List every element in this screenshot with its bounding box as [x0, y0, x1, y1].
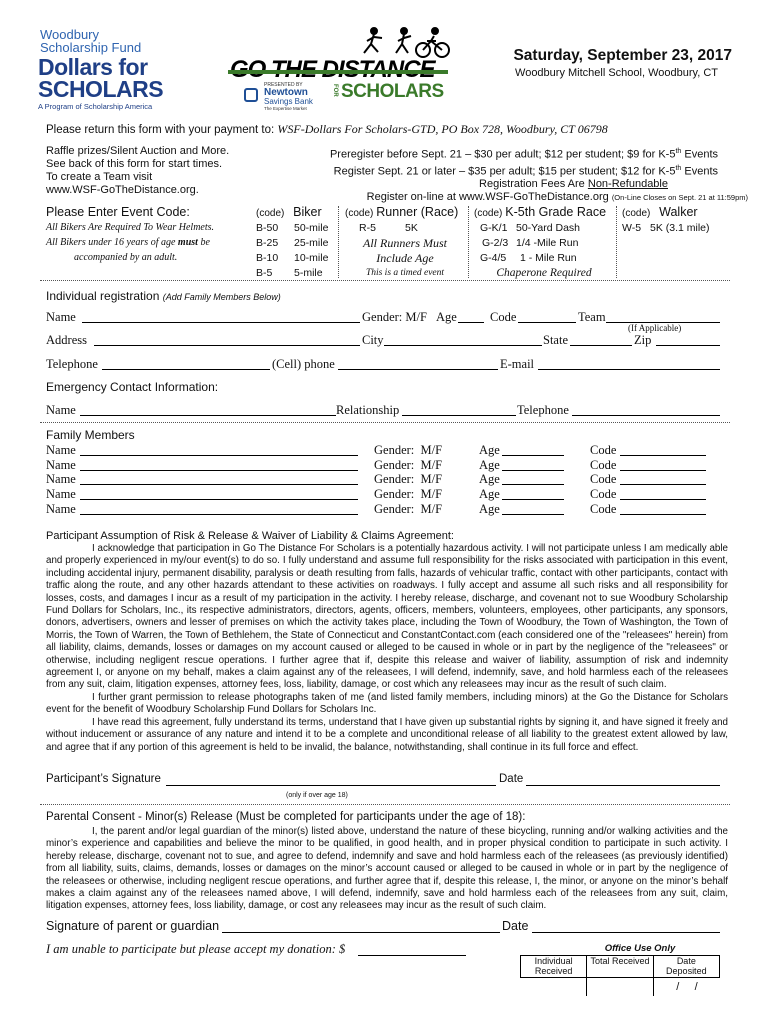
runner-title: Runner (Race) [376, 205, 459, 219]
family-gender-label: Gender: M/F [374, 443, 443, 457]
runner-column: (code) Runner (Race) R-5 5K All Runners Must Include Age This is a timed event [345, 205, 465, 281]
team-note: (If Applicable) [628, 323, 682, 333]
office-use-box [520, 943, 720, 991]
org-name-line1: Woodbury [40, 27, 100, 42]
k5-row: G-K/1 50-Yard Dash [480, 222, 581, 234]
for-label: FOR [332, 84, 338, 97]
donation-label: I am unable to participate but please accept my donation: $ [46, 942, 346, 956]
email-label: E-mail [500, 357, 535, 371]
biker-row: B-25 25-mile [256, 237, 329, 249]
telephone-field[interactable] [102, 369, 270, 370]
family-heading: Family Members [46, 428, 135, 442]
biker-notes: All Bikers Are Required To Wear Helmets. All Bikers under 16 years of age must be accompanied by an adult. [46, 222, 215, 263]
event-code-heading: Please Enter Event Code: [46, 205, 190, 219]
sponsor-name-1: Newtown [264, 87, 308, 98]
walker-title: Walker [659, 205, 698, 219]
pricing-late: Register Sept. 21 or later – $35 per adult; $15 per student; $12 for K-5th Events [333, 164, 718, 178]
family-age-field[interactable] [502, 455, 564, 456]
dfs-line2: SCHOLARS [38, 76, 164, 102]
biker-title: Biker [293, 205, 322, 219]
address-label: Address [46, 333, 87, 347]
org-logo [38, 27, 198, 111]
pricing-fees: Registration Fees Are Non-Refundable [479, 178, 668, 191]
return-address: WSF-Dollars For Scholars-GTD, PO Box 728, Woodbury, CT 06798 [277, 122, 608, 136]
family-gender-label: Gender: M/F [374, 457, 443, 472]
event-location: Woodbury Mitchell School, Woodbury, CT [515, 67, 718, 79]
gender-label: Gender: M/F [362, 310, 427, 324]
office-use-title: Office Use Only [604, 943, 676, 954]
left-info [46, 145, 229, 197]
family-code-label: Code [590, 501, 617, 516]
sponsor-logo-icon [244, 88, 258, 102]
family-code-field[interactable] [620, 455, 706, 456]
emergency-telephone-label: Telephone [517, 403, 569, 417]
k5-column: (code) K-5th Grade Race G-K/1 50-Yard Dash G-2/3 1/4 -Mile Run G-4/5 1 - Mile Run Chaperone Required [474, 205, 614, 281]
donation-field[interactable] [358, 955, 466, 956]
info-line: See back of this form for start times. [46, 158, 223, 170]
org-tagline: A Program of Scholarship America [38, 102, 153, 111]
individual-received-value[interactable] [520, 978, 587, 996]
guardian-date-field[interactable] [532, 932, 720, 933]
divider [40, 280, 730, 281]
k5-title: K-5th Grade Race [505, 205, 607, 219]
family-age-label: Age [479, 501, 500, 516]
waiver-p1: I acknowledge that participation in Go The Distance For Scholars is a potentially hazardous activity. I will not participate unless I am medically able and properly experienced in my/our event(s) to do so. I fully understand and assume full responsibility for the risks associated with participation in this event, including accidental injury, permanent disability, paralysis or death resulting from falls, hazards of vehicular traffic, contact with other participants, contact with traffic along the route, and any other hazards attendant to these activities on roadways. I fully accept and assume all such risks and all responsibility for losses, costs, and damages I incur as a result of my participation in the activity. I hereby release, discharge, and covenant not to sue Woodbury Scholarship Fund Dollars for Scholars, Inc., its respective administrators, directors, agents, officers, members, volunteers, employees, other participants, any sponsors, donors, advertisers, owners and lesser of premises on which the activity takes place, including the Town of Woodbury, the Town of Washington, the Town of Morris, the Town of Warren, the Town of Bethlehem, the State of Connecticut and ConstantContact.com (each considered one of the "releasees" herein) from all liability, claims, demands, losses or damages on my account caused or alleged to be caused in whole or in part by the negligence of the "releasees" or otherwise, including negligent rescue operations. I further agree that if, despite this release and waiver of liability, assumption of risk and indemnity agreement I, or anyone on my behalf, makes a claim against any of the releasees, I will defend, indemnify, save, and hold harmless each of the releasees from any suit, claim, litigation expenses, attorney fees, loss, liability, damage, or cost which any releasees may incur as the result of such claim. [46, 543, 728, 691]
guardian-date-label: Date [502, 919, 529, 933]
family-code-label: Code [590, 457, 617, 472]
family-name-field[interactable] [80, 499, 358, 500]
family-code-field[interactable] [620, 484, 706, 485]
k5-row: G-4/5 1 - Mile Run [480, 252, 577, 264]
return-line [46, 122, 608, 137]
presented-by: PRESENTED BY [264, 82, 303, 88]
k5-divider [616, 206, 617, 278]
signature-note: (only if over age 18) [286, 792, 348, 799]
guardian-signature-field[interactable] [222, 932, 500, 933]
info-line: www.WSF-GoTheDistance.org. [46, 184, 199, 196]
divider [40, 422, 730, 423]
event-logo [228, 26, 450, 110]
biker-row: B-50 50-mile [256, 222, 329, 234]
k5-row: G-2/3 1/4 -Mile Run [482, 237, 579, 249]
family-code-field[interactable] [620, 499, 706, 500]
family-name-label: Name [46, 501, 76, 516]
biker-column: (code) Biker B-50 50-mile B-25 25-mile B-10 10-mile B-5 5-mile [256, 205, 329, 279]
family-name-field[interactable] [80, 455, 358, 456]
date-deposited-cell: Date Deposited [666, 956, 707, 976]
family-gender-label: Gender: M/F [374, 501, 443, 516]
individual-received-cell: Individual Received [521, 956, 587, 977]
runner-divider [468, 206, 469, 278]
waiver-p3: I have read this agreement, fully understand its terms, understand that I have given up substantial rights by signing it, and have signed it freely and without inducement or assurance of any nature and intend it to be a complete and unconditional release of all liability to the greatest extent allowed by law, and agree that if any portion of this agreement is held to be invalid, the balance, notwithstanding, shall continue in its full force and effect. [46, 716, 728, 753]
family-code-label: Code [590, 443, 617, 457]
total-received-value[interactable] [587, 978, 654, 996]
code-field[interactable] [518, 322, 576, 323]
emergency-heading: Emergency Contact Information: [46, 380, 219, 394]
participant-date-field[interactable] [526, 785, 720, 786]
age-label: Age [436, 310, 457, 324]
divider [40, 804, 730, 805]
cell-field[interactable] [338, 369, 498, 370]
family-age-label: Age [479, 472, 500, 487]
email-field[interactable] [538, 369, 720, 370]
family-code-field[interactable] [620, 514, 706, 515]
info-line: To create a Team visit [46, 171, 153, 183]
sponsor-name-3: The Expertise Market [264, 106, 307, 111]
event-date: Saturday, September 23, 2017 [513, 47, 732, 64]
family-age-label: Age [479, 487, 500, 502]
team-label: Team [578, 310, 606, 324]
emergency-name-field[interactable] [80, 415, 336, 416]
family-code-field[interactable] [620, 470, 706, 471]
family-age-field[interactable] [502, 514, 564, 515]
name-label: Name [46, 310, 76, 324]
family-name-label: Name [46, 443, 76, 457]
family-name-field[interactable] [80, 470, 358, 471]
emergency-name-label: Name [46, 403, 76, 417]
sponsor-name-2: Savings Bank [264, 97, 313, 106]
walker-column: (code) Walker W-5 5K (3.1 mile) [622, 205, 710, 234]
athletes-icon [228, 26, 450, 60]
telephone-label: Telephone [46, 357, 98, 371]
biker-row: B-10 10-mile [256, 252, 329, 264]
runner-row: R-5 5K [359, 222, 418, 234]
age-field[interactable] [458, 322, 484, 323]
biker-row: B-5 5-mile [256, 267, 323, 279]
pricing-pre: Preregister before Sept. 21 – $30 per adult; $12 per student; $9 for K-5th Events [329, 148, 718, 161]
zip-label: Zip [634, 333, 652, 347]
city-field[interactable] [384, 345, 542, 346]
biker-divider [338, 206, 339, 278]
walker-row: W-5 5K (3.1 mile) [622, 222, 710, 234]
family-name-label: Name [46, 472, 76, 487]
family-name-label: Name [46, 487, 76, 502]
emergency-telephone-field[interactable] [572, 415, 720, 416]
scholars-logo: SCHOLARS [341, 81, 444, 102]
pricing-block [329, 145, 748, 204]
family-name-field[interactable] [80, 514, 358, 515]
zip-field[interactable] [656, 345, 720, 346]
pricing-online: Register on-line at www.WSF-GoTheDistance.org (On-Line Closes on Sept. 21 at 11:59pm) [366, 191, 748, 204]
return-label: Please return this form with your payment to: [46, 124, 275, 136]
family-age-label: Age [479, 457, 500, 472]
guardian-signature-label: Signature of parent or guardian [46, 919, 220, 933]
code-label: Code [490, 310, 517, 324]
total-received-cell: Total Received [587, 956, 653, 977]
family-name-label: Name [46, 457, 76, 472]
family-age-label: Age [479, 443, 500, 457]
family-name-field[interactable] [80, 484, 358, 485]
name-field[interactable] [82, 322, 360, 323]
relationship-label: Relationship [336, 403, 400, 417]
address-field[interactable] [94, 345, 360, 346]
family-age-field[interactable] [502, 470, 564, 471]
parental-text [46, 826, 728, 913]
participant-date-label: Date [499, 773, 524, 785]
org-name-line2: Scholarship Fund [40, 40, 142, 55]
state-field[interactable] [570, 345, 632, 346]
family-age-field[interactable] [502, 499, 564, 500]
parental-heading: Parental Consent - Minor(s) Release (Must be completed for participants under the age of 18): [46, 811, 526, 823]
waiver-text [46, 543, 728, 754]
waiver-heading: Participant Assumption of Risk & Release & Waiver of Liability & Claims Agreement: [46, 530, 454, 542]
waiver-p2: I further grant permission to release photographs taken of me (and listed family members, including minors) at the Go the Distance for Scholars event for the benefit of Woodbury Scholarship Fund Dollars for Scholars Inc. [46, 691, 728, 716]
family-age-field[interactable] [502, 484, 564, 485]
family-gender-label: Gender: M/F [374, 487, 443, 502]
family-code-label: Code [590, 487, 617, 502]
state-label: State [543, 333, 568, 347]
individual-heading: Individual registration (Add Family Members Below) [46, 289, 281, 303]
date-deposited-value[interactable]: / / [676, 981, 698, 993]
participant-signature-field[interactable] [166, 785, 496, 786]
dfs-line1: Dollars for [38, 54, 148, 80]
parental-p1: I, the parent and/or legal guardian of the minor(s) listed above, understand the nature of these bicycling, running and/or walking activities and the minor’s experience and capabilities and believe the minor to be qualified, in good health, and in proper physical condition to participate in such activity. I hereby release, discharge, covenant not to sue, and agree to defend, indemnify and save and hold harmless each of the releasees (as previously identified) from all liability, suits, claims, demands, losses or damages on the minor’s account caused or alleged to be caused in whole or in part by the negligence of the releasees or otherwise, including negligent rescue operations, and further agree that if, despite this release, I, the minor, or anyone on the minor’s behalf makes a claim against any of the releasees named above, I will defend, indemnify, save and hold harmless each of the releasees from any suit, claim, litigation expenses, attorney fees, loss liability, damage, or cost any releasees may incur as the result of such claim. [46, 826, 728, 912]
family-gender-label: Gender: M/F [374, 472, 443, 487]
participant-signature-label: Participant’s Signature [46, 773, 161, 785]
logo-stripe [228, 70, 448, 74]
city-label: City [362, 333, 384, 347]
info-line: Raffle prizes/Silent Auction and More. [46, 145, 230, 157]
relationship-field[interactable] [402, 415, 516, 416]
cell-label: (Cell) phone [272, 357, 335, 371]
family-code-label: Code [590, 472, 617, 487]
